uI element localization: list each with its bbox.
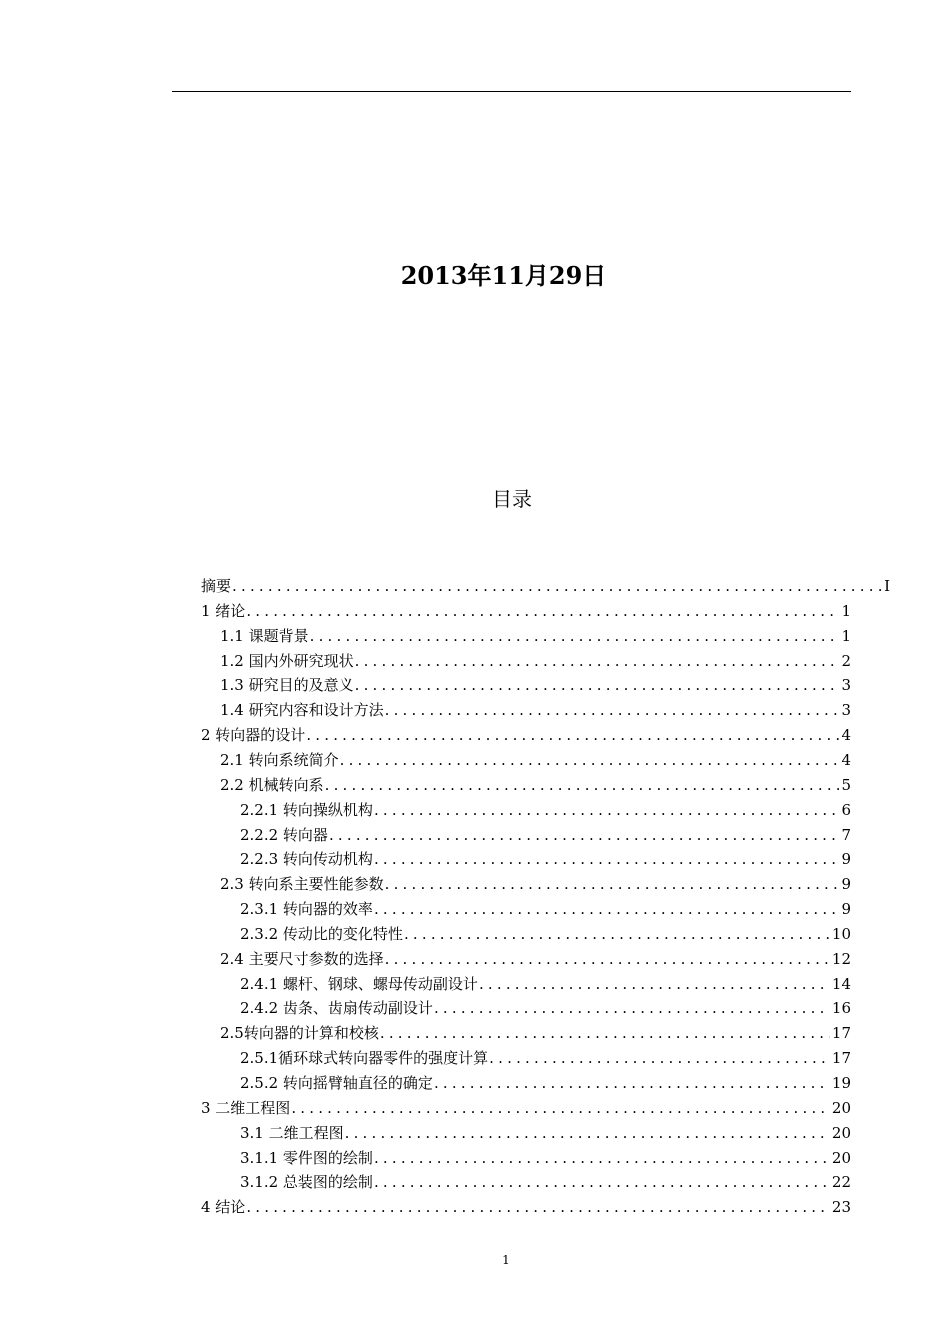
toc-dot-leader: [310, 624, 840, 648]
toc-entry[interactable]: [240, 1046, 851, 1070]
toc-entry-label: 2.2.1 转向操纵机构: [240, 800, 373, 819]
report-date: 2013年11月29日: [400, 261, 607, 290]
toc-entry-label: 2.5.1循环球式转向器零件的强度计算: [240, 1049, 489, 1068]
toc-entry-page-number: 9: [841, 875, 851, 894]
toc-entry[interactable]: [240, 972, 851, 996]
toc-entry-label: 2.3 转向系主要性能参数: [220, 875, 384, 894]
toc-entry-page-number: 20: [831, 1148, 851, 1167]
toc-entry-page-number: 9: [841, 900, 851, 919]
toc-entry-label: 2.4.2 齿条、齿扇传动副设计: [240, 999, 433, 1018]
toc-dot-leader: [355, 673, 840, 697]
toc-dot-leader: [325, 773, 840, 797]
toc-entry-page-number: 22: [831, 1173, 851, 1192]
toc-entry[interactable]: [220, 624, 851, 648]
toc-dot-leader: [246, 599, 839, 623]
toc-entry[interactable]: [240, 1146, 851, 1170]
toc-dot-leader: [306, 723, 839, 747]
toc-entry[interactable]: [240, 823, 851, 847]
toc-entry-label: 3 二维工程图: [201, 1098, 291, 1117]
toc-entry-page-number: 1: [841, 601, 851, 620]
toc-dot-leader: [404, 922, 830, 946]
toc-entry[interactable]: [240, 798, 851, 822]
toc-dot-leader: [380, 1021, 830, 1045]
toc-entry[interactable]: [240, 847, 851, 871]
toc-dot-leader: [374, 847, 840, 871]
toc-entry-label: 2.2.3 转向传动机构: [240, 850, 373, 869]
toc-entry-page-number: 5: [841, 775, 851, 794]
toc-dot-leader: [232, 574, 882, 598]
toc-entry[interactable]: [240, 1071, 851, 1095]
toc-entry-label: 1.2 国内外研究现状: [220, 651, 354, 670]
toc-dot-leader: [385, 872, 840, 896]
toc-entry-label: 2.5.2 转向摇臂轴直径的确定: [240, 1074, 433, 1092]
header-rule: [172, 91, 851, 92]
toc-entry-label: 3.1.2 总装图的绘制: [240, 1173, 373, 1192]
toc-entry-label: 2.5转向器的计算和校核: [220, 1024, 379, 1043]
toc-entry[interactable]: [201, 599, 851, 623]
toc-entry[interactable]: [201, 1096, 851, 1120]
toc-dot-leader: [374, 1146, 830, 1170]
toc-entry-page-number: I: [884, 577, 890, 595]
toc-entry[interactable]: [240, 897, 851, 921]
toc-entry-label: 1.1 课题背景: [220, 626, 309, 645]
toc-entry-page-number: 14: [831, 974, 851, 993]
toc-entry-label: 2.2 机械转向系: [220, 775, 324, 794]
toc-entry-page-number: 9: [841, 850, 851, 869]
toc-entry-page-number: 12: [831, 949, 851, 968]
toc-dot-leader: [374, 897, 840, 921]
toc-title: 目录: [492, 487, 532, 511]
toc-entry[interactable]: [201, 574, 890, 598]
toc-entry[interactable]: [220, 872, 851, 896]
toc-entry-label: 2.3.2 传动比的变化特性: [240, 924, 403, 943]
toc-entry-label: 4 结论: [201, 1198, 246, 1217]
toc-entry-label: 3.1 二维工程图: [240, 1123, 344, 1142]
toc-entry[interactable]: [220, 748, 851, 772]
toc-entry-label: 2.4.1 螺杆、钢球、螺母传动副设计: [240, 974, 478, 993]
toc-dot-leader: [374, 798, 840, 822]
toc-entry-page-number: 19: [831, 1074, 851, 1092]
toc-entry-page-number: 3: [841, 676, 851, 695]
toc-dot-leader: [340, 748, 840, 772]
toc-entry-page-number: 2: [841, 651, 851, 670]
toc-entry[interactable]: [201, 723, 851, 747]
toc-entry-label: 1 绪论: [201, 601, 246, 620]
toc-entry-page-number: 6: [841, 800, 851, 819]
toc-entry-label: 2.1 转向系统简介: [220, 750, 339, 769]
footer-page-number: 1: [502, 1253, 510, 1267]
toc-entry-page-number: 20: [831, 1123, 851, 1142]
toc-entry-page-number: 10: [831, 924, 851, 943]
toc-entry-label: 1.4 研究内容和设计方法: [220, 701, 384, 720]
toc-entry-page-number: 7: [841, 825, 851, 844]
toc-dot-leader: [329, 823, 840, 847]
toc-dot-leader: [355, 649, 840, 673]
toc-entry-label: 3.1.1 零件图的绘制: [240, 1148, 373, 1167]
toc-entry-label: 2.3.1 转向器的效率: [240, 900, 373, 919]
toc-entry[interactable]: [220, 649, 851, 673]
toc-entry-page-number: 16: [831, 999, 851, 1018]
toc-entry-page-number: 17: [831, 1049, 851, 1068]
toc-dot-leader: [385, 698, 840, 722]
toc-entry-page-number: 3: [841, 701, 851, 720]
toc-entry[interactable]: [220, 773, 851, 797]
toc-entry-page-number: 20: [831, 1098, 851, 1117]
toc-entry-page-number: 17: [831, 1024, 851, 1043]
toc-dot-leader: [489, 1046, 830, 1070]
toc-dot-leader: [291, 1096, 830, 1120]
toc-entry-page-number: 23: [831, 1198, 851, 1217]
toc-dot-leader: [374, 1170, 830, 1194]
toc-entry[interactable]: [240, 922, 851, 946]
toc-entry[interactable]: [220, 673, 851, 697]
toc-entry-label: 2 转向器的设计: [201, 726, 306, 745]
toc-dot-leader: [345, 1121, 830, 1145]
toc-entry-page-number: 1: [841, 626, 851, 645]
toc-entry[interactable]: [240, 1170, 851, 1194]
toc-entry[interactable]: [240, 1121, 851, 1145]
toc-dot-leader: [246, 1195, 830, 1219]
toc-entry[interactable]: [201, 1195, 851, 1219]
toc-entry-page-number: 4: [841, 750, 851, 769]
toc-entry-label: 摘要: [201, 577, 232, 595]
toc-dot-leader: [385, 947, 830, 971]
toc-dot-leader: [434, 996, 830, 1020]
toc-entry[interactable]: [240, 996, 851, 1020]
toc-dot-leader: [479, 972, 830, 996]
toc-entry-label: 2.4 主要尺寸参数的选择: [220, 949, 384, 968]
toc-entry-page-number: 4: [841, 726, 851, 745]
toc-entry-label: 2.2.2 转向器: [240, 825, 328, 844]
toc-dot-leader: [434, 1071, 830, 1095]
toc-entry[interactable]: [220, 1021, 851, 1045]
toc-entry-label: 1.3 研究目的及意义: [220, 676, 354, 695]
toc-entry[interactable]: [220, 947, 851, 971]
toc-entry[interactable]: [220, 698, 851, 722]
